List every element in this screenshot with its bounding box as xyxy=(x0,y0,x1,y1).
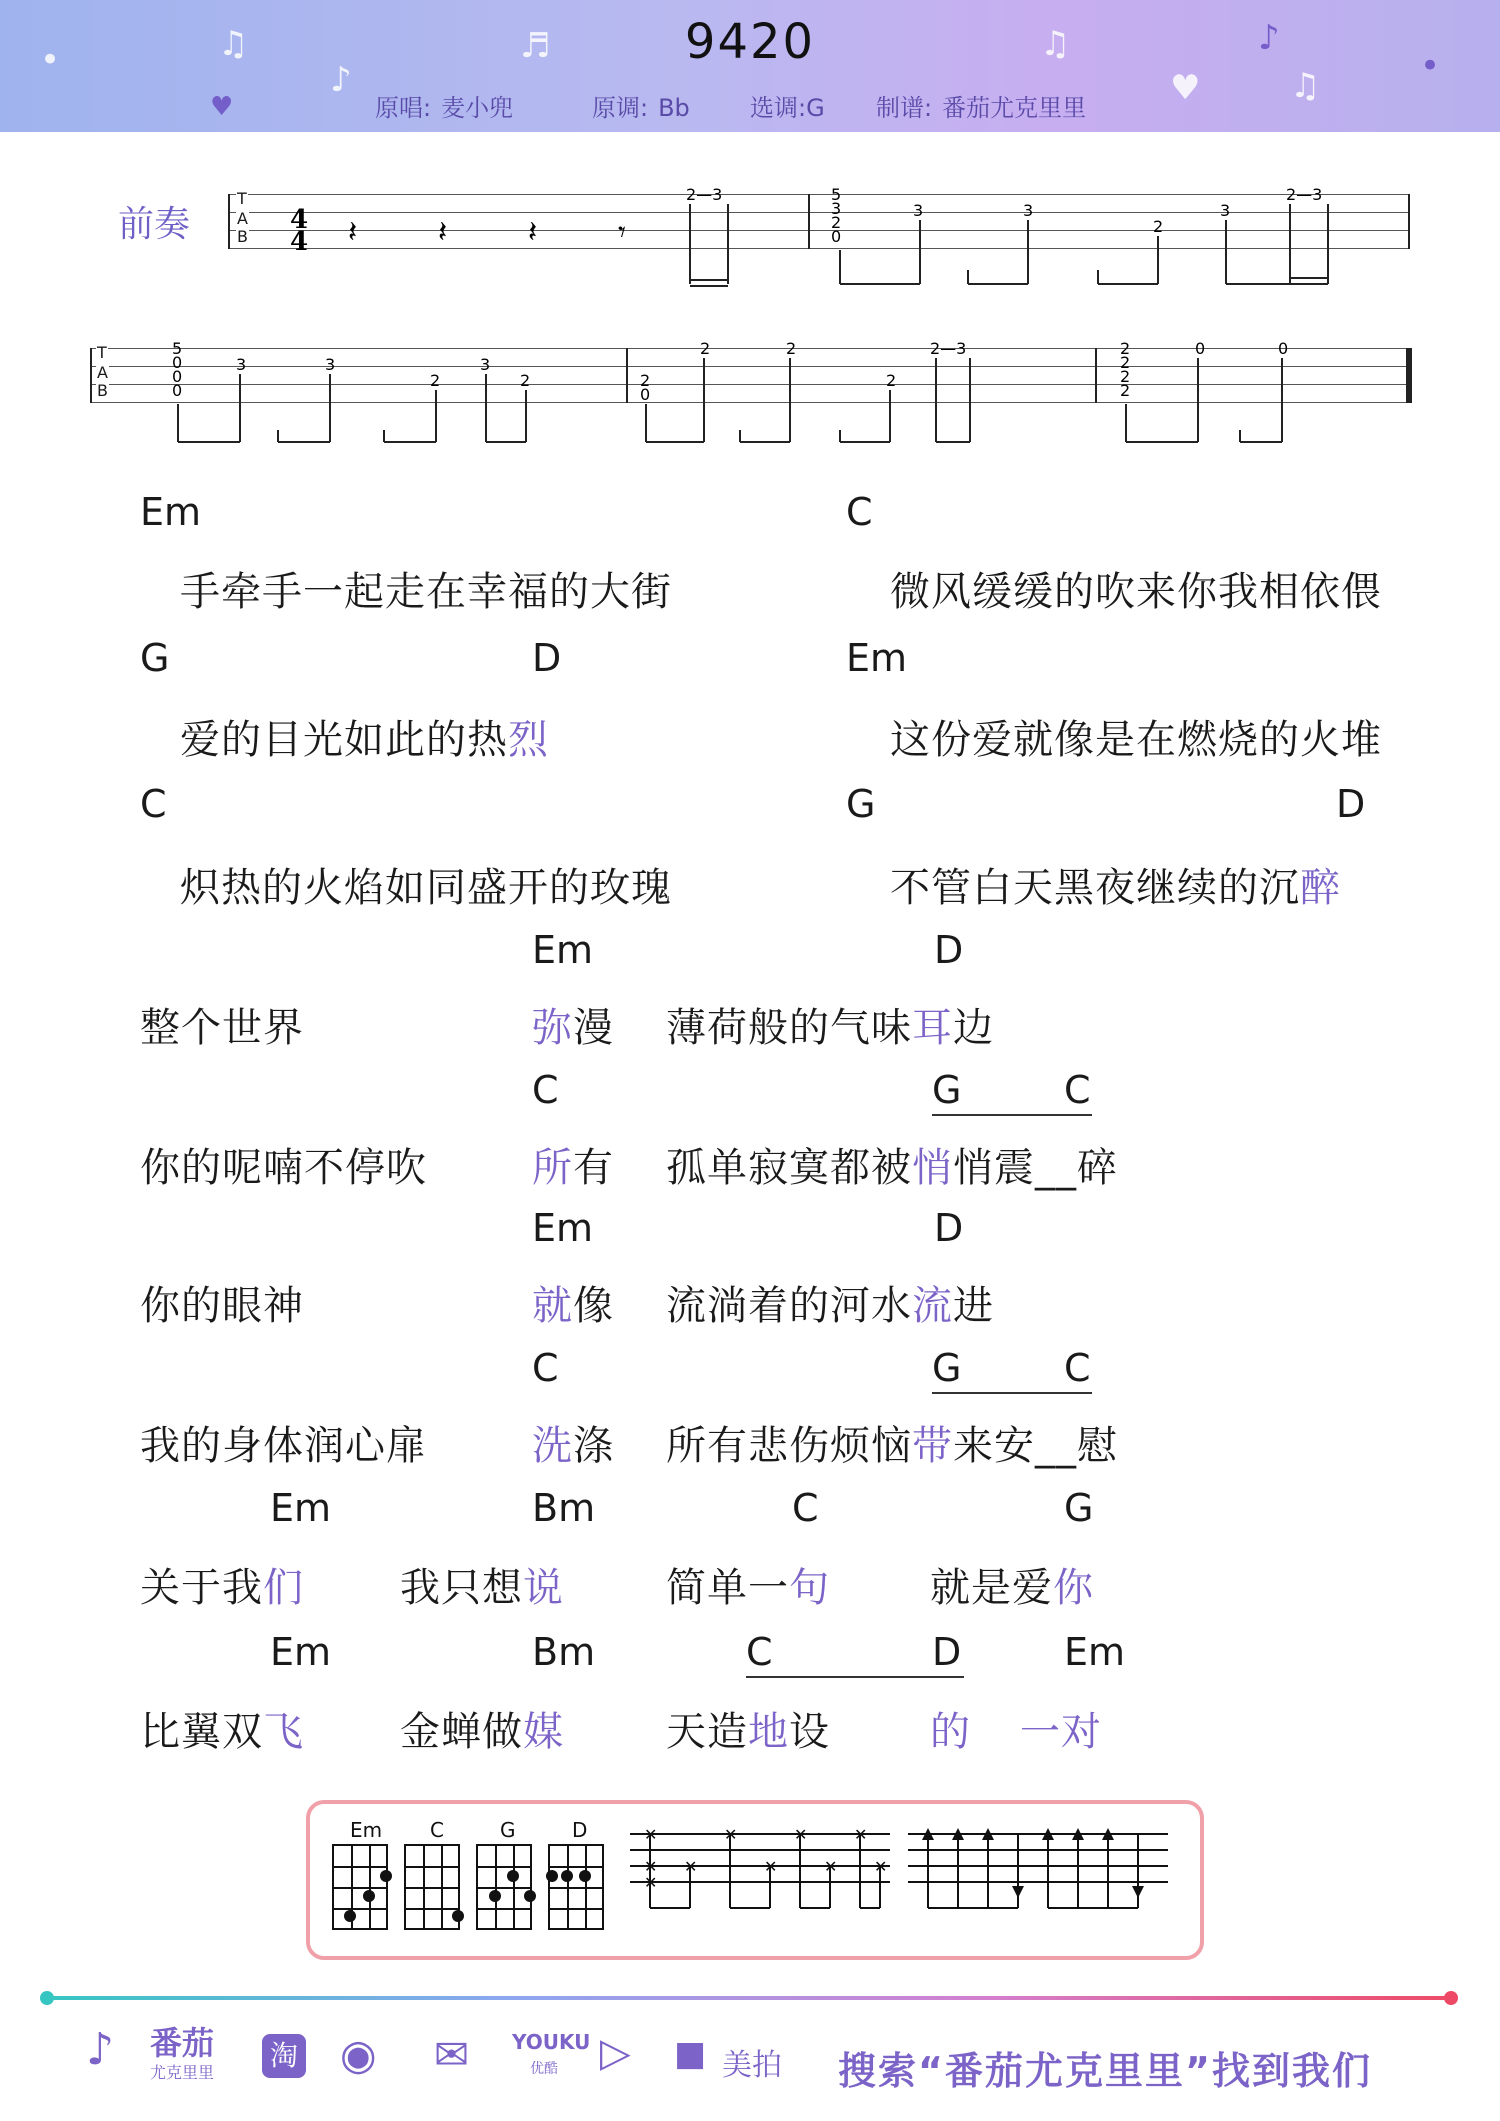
lyric-line: 爱的目光如此的热烈 xyxy=(180,717,549,763)
lyric-line: 整个世界 xyxy=(140,1005,304,1051)
tab-staff-1-notes xyxy=(228,180,1410,300)
play-key-info: 选调:G xyxy=(750,94,825,122)
chord-tie-line xyxy=(932,1114,1092,1116)
chord-label: D xyxy=(932,1630,962,1674)
chord-diagram-label: C xyxy=(430,1818,444,1842)
chord-label: Em xyxy=(846,636,908,680)
chord-label: Em xyxy=(532,1206,594,1250)
svg-text:2: 2 xyxy=(1120,367,1131,386)
lyric-line: 天造地设 xyxy=(666,1709,830,1755)
music-note-icon: ♫ xyxy=(1040,24,1071,64)
footer-dot xyxy=(40,1991,54,2005)
lyric-line: 我只想说 xyxy=(400,1565,564,1611)
chord-label: C xyxy=(792,1486,819,1530)
chord-label: Bm xyxy=(532,1630,596,1674)
lyric-line: 你的呢喃不停吹 xyxy=(140,1145,427,1191)
svg-text:2: 2 xyxy=(831,213,842,232)
svg-text:✕: ✕ xyxy=(644,1857,658,1876)
chord-label: Em xyxy=(1064,1630,1126,1674)
svg-text:✕: ✕ xyxy=(764,1857,778,1876)
svg-text:2—3: 2—3 xyxy=(930,339,967,358)
svg-text:0: 0 xyxy=(1278,339,1289,358)
chord-diagram-label: G xyxy=(500,1818,516,1842)
original-key-info: 原调: Bb xyxy=(592,94,690,122)
chord-label: C xyxy=(1064,1346,1091,1390)
chord-label: Em xyxy=(270,1486,332,1530)
lyric-line: 洗涤 xyxy=(532,1423,614,1469)
chord-label: C xyxy=(746,1630,773,1674)
svg-text:3: 3 xyxy=(325,355,336,374)
search-slogan: 搜索“番茄尤克里里”找到我们 xyxy=(838,2049,1372,2093)
svg-text:2: 2 xyxy=(886,371,897,390)
music-note-icon: ♪ xyxy=(1258,18,1280,58)
chord-diagram-em xyxy=(332,1844,388,1930)
meipai-label[interactable]: 美拍 xyxy=(722,2048,782,2083)
chord-tie-line xyxy=(746,1676,964,1678)
chord-label: Em xyxy=(532,928,594,972)
footer-dot xyxy=(1444,1991,1458,2005)
svg-text:𝄽: 𝄽 xyxy=(528,215,538,250)
chord-label: G xyxy=(1064,1486,1094,1530)
chord-diagram-g xyxy=(476,1844,532,1930)
svg-text:✕: ✕ xyxy=(644,1873,658,1892)
svg-text:𝄽: 𝄽 xyxy=(438,215,448,250)
chord-label: C xyxy=(140,782,167,826)
arranger-info: 制谱: 番茄尤克里里 xyxy=(876,94,1087,122)
lyric-line: 我的身体润心扉 xyxy=(140,1423,427,1469)
svg-text:𝄾: 𝄾 xyxy=(618,215,626,250)
chord-label: Bm xyxy=(532,1486,596,1530)
lyric-line: 所有 xyxy=(532,1145,614,1191)
video-camera-icon[interactable]: ■ xyxy=(674,2034,707,2074)
svg-text:0: 0 xyxy=(172,367,183,386)
lyric-line: 就是爱你 xyxy=(930,1565,1094,1611)
dot-decoration: • xyxy=(40,40,61,80)
lyric-line: 弥漫 xyxy=(532,1005,614,1051)
svg-text:2: 2 xyxy=(1120,381,1131,400)
svg-text:5: 5 xyxy=(831,185,842,204)
svg-text:2: 2 xyxy=(786,339,797,358)
svg-text:2: 2 xyxy=(640,371,651,390)
svg-text:𝄽: 𝄽 xyxy=(348,215,358,250)
song-title: 9420 xyxy=(684,14,816,70)
intro-label: 前奏 xyxy=(118,204,191,245)
chord-label: G xyxy=(140,636,170,680)
lyric-line: 微风缓缓的吹来你我相依偎 xyxy=(890,569,1382,615)
chord-legend-box xyxy=(306,1800,1204,1960)
heart-icon: ♥ xyxy=(1170,68,1201,108)
picking-pattern xyxy=(630,1828,890,1938)
chord-diagram-label: D xyxy=(572,1818,588,1842)
music-note-icon: ♫ xyxy=(218,24,249,64)
svg-text:3: 3 xyxy=(913,201,924,220)
lyric-line: 所有悲伤烦恼带来安__慰 xyxy=(666,1423,1118,1469)
youku-label[interactable]: YOUKU xyxy=(512,2030,591,2054)
svg-text:✕: ✕ xyxy=(644,1828,658,1844)
dot-decoration: • xyxy=(1420,46,1441,86)
chord-diagram-label: Em xyxy=(350,1818,383,1842)
svg-text:3: 3 xyxy=(1023,201,1034,220)
chord-diagram-c xyxy=(404,1844,460,1930)
tab-staff-2-notes xyxy=(90,334,1410,454)
svg-text:3: 3 xyxy=(1220,201,1231,220)
svg-text:2: 2 xyxy=(1153,217,1164,236)
chord-label: D xyxy=(1336,782,1366,826)
svg-text:✕: ✕ xyxy=(854,1828,868,1844)
strum-pattern xyxy=(908,1828,1168,1938)
tab-staff-2: T A B xyxy=(90,348,1410,402)
lyric-line: 简单一句 xyxy=(666,1565,830,1611)
lyric-line: 流淌着的河水流进 xyxy=(666,1283,994,1329)
lyric-line: 关于我们 xyxy=(140,1565,304,1611)
music-note-icon: ♪ xyxy=(330,60,352,100)
svg-text:5: 5 xyxy=(172,339,183,358)
chord-label: Em xyxy=(270,1630,332,1674)
music-note-icon: ♬ xyxy=(520,26,551,66)
tab-staff-1: T A B xyxy=(228,194,1410,248)
chord-tie-line xyxy=(932,1392,1092,1394)
weibo-icon[interactable]: ◉ xyxy=(340,2030,377,2079)
lyric-line: 金蝉做媒 xyxy=(400,1709,564,1755)
lyric-line: 炽热的火焰如同盛开的玫瑰 xyxy=(180,865,672,911)
svg-text:2: 2 xyxy=(1120,339,1131,358)
chord-label: C xyxy=(532,1068,559,1112)
youku-sub: 优酷 xyxy=(530,2061,558,2077)
chord-label: C xyxy=(1064,1068,1091,1112)
chord-label: Em xyxy=(140,490,202,534)
brand-logo-icon: ♪ xyxy=(86,2024,115,2075)
svg-text:4: 4 xyxy=(290,227,309,257)
play-icon[interactable]: ▷ xyxy=(600,2030,631,2076)
wechat-icon[interactable]: ✉ xyxy=(434,2030,470,2079)
svg-text:0: 0 xyxy=(831,227,842,246)
svg-text:3: 3 xyxy=(480,355,491,374)
svg-text:2: 2 xyxy=(520,371,531,390)
music-note-icon: ♫ xyxy=(1290,66,1321,106)
svg-text:2—3: 2—3 xyxy=(686,185,723,204)
chord-label: C xyxy=(846,490,873,534)
svg-text:2: 2 xyxy=(430,371,441,390)
chord-diagram-d xyxy=(548,1844,604,1930)
svg-text:0: 0 xyxy=(1195,339,1206,358)
heart-icon: ♥ xyxy=(210,92,234,122)
svg-text:✕: ✕ xyxy=(684,1857,698,1876)
svg-text:2: 2 xyxy=(1120,353,1131,372)
chord-label: D xyxy=(934,1206,964,1250)
svg-text:✕: ✕ xyxy=(824,1857,838,1876)
header-banner xyxy=(0,0,1500,132)
taobao-icon[interactable]: 淘 xyxy=(262,2034,306,2078)
chord-label: C xyxy=(532,1346,559,1390)
svg-text:3: 3 xyxy=(831,199,842,218)
svg-text:0: 0 xyxy=(640,385,651,404)
singer-info: 原唱: 麦小兜 xyxy=(375,94,514,122)
lyric-line: 就像 xyxy=(532,1283,614,1329)
svg-text:2—3: 2—3 xyxy=(1286,185,1323,204)
chord-label: D xyxy=(532,636,562,680)
svg-text:0: 0 xyxy=(172,381,183,400)
svg-text:✕: ✕ xyxy=(874,1857,888,1876)
lyric-line: 不管白天黑夜继续的沉醉 xyxy=(890,865,1341,911)
chord-label: G xyxy=(846,782,876,826)
svg-text:✕: ✕ xyxy=(794,1828,808,1844)
lyric-line: 孤单寂寞都被悄悄震__碎 xyxy=(666,1145,1118,1191)
svg-text:4: 4 xyxy=(290,205,309,235)
lyric-line: 这份爱就像是在燃烧的火堆 xyxy=(890,717,1382,763)
lyric-line: 一对 xyxy=(1020,1709,1102,1755)
chord-label: G xyxy=(932,1346,962,1390)
lyric-line: 手牵手一起走在幸福的大街 xyxy=(180,569,672,615)
svg-text:2: 2 xyxy=(700,339,711,358)
svg-text:0: 0 xyxy=(172,353,183,372)
brand-name: 番茄 xyxy=(150,2024,215,2062)
chord-label: G xyxy=(932,1068,962,1112)
chord-label: D xyxy=(934,928,964,972)
svg-text:✕: ✕ xyxy=(724,1828,738,1844)
lyric-line: 比翼双飞 xyxy=(140,1709,304,1755)
lyric-line: 你的眼神 xyxy=(140,1283,304,1329)
brand-sub: 尤克里里 xyxy=(150,2063,215,2082)
footer-divider xyxy=(48,1996,1452,2000)
lyric-line: 薄荷般的气味耳边 xyxy=(666,1005,994,1051)
lyric-line: 的 xyxy=(930,1709,971,1755)
svg-text:3: 3 xyxy=(236,355,247,374)
